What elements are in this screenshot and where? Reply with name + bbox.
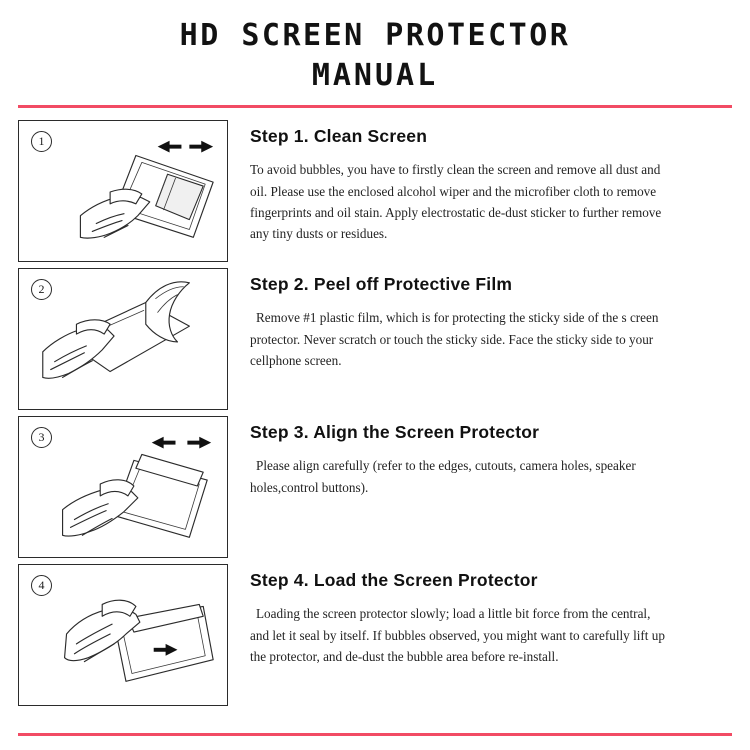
step-item (18, 564, 732, 706)
steps-list (0, 108, 750, 706)
peel-film-illustration (18, 268, 228, 410)
wipe-direction-arrows (158, 141, 213, 153)
step-number-badge: 4 (31, 575, 52, 596)
step-number-badge: 3 (31, 427, 52, 448)
document-header (0, 0, 750, 108)
footer-divider (18, 733, 732, 736)
step-body (228, 120, 732, 245)
step-heading: Step 4. Load the Screen Protector (250, 570, 538, 591)
page-title-line-1: HD SCREEN PROTECTOR (179, 18, 571, 53)
step-number-badge: 1 (31, 131, 52, 152)
step-body (228, 416, 732, 498)
step-text: To avoid bubbles, you have to firstly clean the screen and remove all dust and oil. Please use the enclosed alcohol wiper and the microfiber cloth to remove fingerprints and oil stain. Apply electrostatic de-dust sticker to further remove any tiny dusts or residues. (250, 162, 662, 242)
clean-screen-illustration (18, 120, 228, 262)
align-protector-lineart (19, 417, 227, 557)
step-body (228, 564, 732, 667)
clean-screen-lineart (19, 121, 227, 261)
step-number-badge: 2 (31, 279, 52, 300)
step-text: Loading the screen protector slowly; load a little bit force from the central, and let it seal by itself. If bubbles observed, you might want to carefully lift up the protector, and de-dust the bubble area before re-install. (250, 606, 665, 664)
step-heading: Step 1. Clean Screen (250, 126, 428, 147)
step-item (18, 268, 732, 410)
footer-divider-wrap (0, 733, 750, 736)
step-item (18, 416, 732, 558)
step-text: Remove #1 plastic film, which is for protecting the sticky side of the s creen protector. Never scratch or touch the sticky side. Face the sticky side to your cellphone screen. (250, 310, 659, 368)
load-protector-illustration (18, 564, 228, 706)
peel-film-lineart (19, 269, 227, 409)
step-text: Please align carefully (refer to the edges, cutouts, camera holes, speaker holes,control buttons). (250, 458, 636, 495)
step-heading: Step 3. Align the Screen Protector (250, 422, 540, 443)
page-title-line-2: MANUAL (311, 57, 439, 93)
step-body (228, 268, 732, 371)
load-protector-lineart (19, 565, 227, 705)
align-protector-illustration (18, 416, 228, 558)
step-item (18, 120, 732, 262)
align-direction-arrows (152, 437, 211, 449)
step-heading: Step 2. Peel off Protective Film (250, 274, 513, 295)
